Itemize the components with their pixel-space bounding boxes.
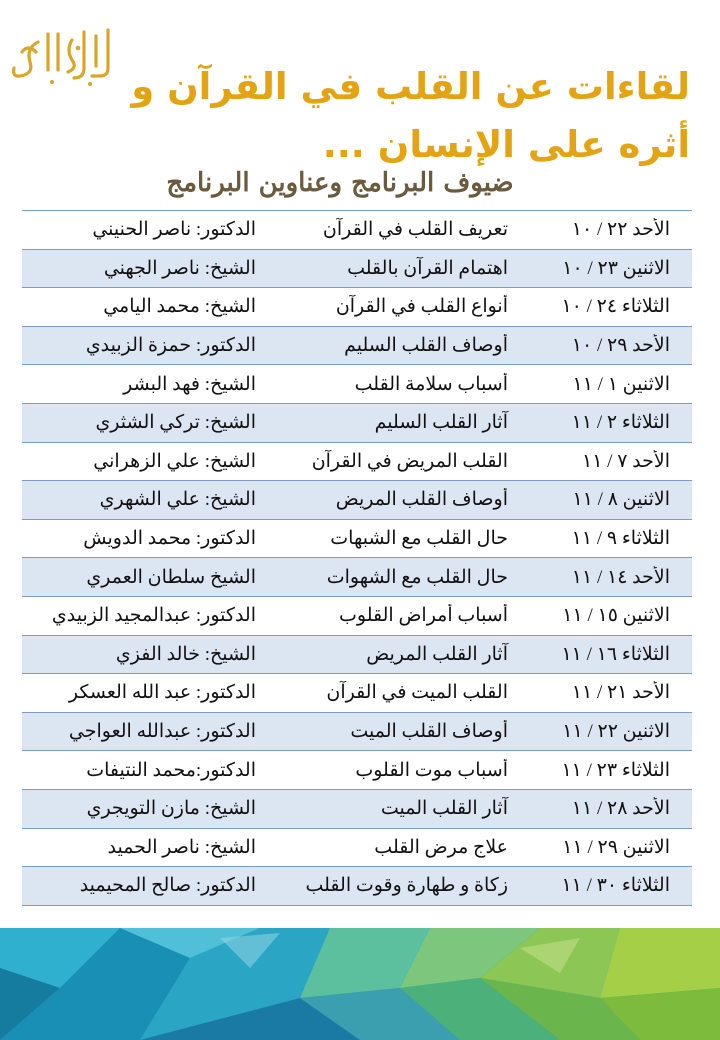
page-title: لقاءات عن القلب في القرآن و أثره على الإنسان ... <box>131 65 690 166</box>
topic-cell: أسباب سلامة القلب <box>354 373 508 395</box>
table-row <box>22 867 692 906</box>
guest-cell: الشيخ: ناصر الجهني <box>103 257 256 279</box>
guest-cell: الدكتور: عبد الله العسكر <box>68 682 256 704</box>
geometric-banner-graphic <box>0 928 720 1040</box>
guest-cell: الشيخ: خالد الفزي <box>115 643 256 665</box>
topic-cell: أسباب موت القلوب <box>355 759 508 781</box>
date-cell: الثلاثاء ٩ / ١١ <box>571 528 670 550</box>
table-row <box>22 481 692 520</box>
date-cell: الثلاثاء ٣٠ / ١١ <box>561 875 670 897</box>
guest-cell: الشيخ: علي الزهراني <box>93 450 256 472</box>
topic-cell: آثار القلب الميت <box>380 798 508 820</box>
calligraphy-logo-icon <box>8 22 118 92</box>
date-cell: الأحد ١٤ / ١١ <box>571 566 670 588</box>
guest-cell: الدكتور: ناصر الحنيني <box>92 219 256 241</box>
table-row <box>22 250 692 289</box>
guest-cell: الدكتور: عبدالمجيد الزبيدي <box>51 605 256 627</box>
topic-cell: زكاة و طهارة وقوت القلب <box>305 875 508 897</box>
guest-cell: الشيخ: محمد اليامي <box>103 296 256 318</box>
date-cell: الأحد ٢٩ / ١٠ <box>571 335 670 357</box>
topic-cell: أسباب أمراض القلوب <box>339 605 508 627</box>
topic-cell: أوصاف القلب السليم <box>344 335 508 357</box>
guest-cell: الدكتور: محمد الدويش <box>83 528 256 550</box>
table-row <box>22 829 692 868</box>
topic-cell: اهتمام القرآن بالقلب <box>347 257 508 279</box>
date-cell: الأحد ٢١ / ١١ <box>571 682 670 704</box>
table-row <box>22 790 692 829</box>
table-row <box>22 674 692 713</box>
topic-cell: حال القلب مع الشبهات <box>330 528 508 550</box>
guest-cell: الدكتور: عبدالله العواجي <box>68 721 256 743</box>
guest-cell: الشيخ: تركي الشثري <box>95 412 256 434</box>
date-cell: الاثنين ٨ / ١١ <box>572 489 670 511</box>
table-row <box>22 443 692 482</box>
schedule-table <box>22 210 692 906</box>
guest-cell: الشيخ: علي الشهري <box>99 489 256 511</box>
topic-cell: تعريف القلب في القرآن <box>322 219 508 241</box>
table-row <box>22 713 692 752</box>
table-row <box>22 520 692 559</box>
guest-cell: الشيخ: مازن التويجري <box>86 798 256 820</box>
date-cell: الاثنين ٢٢ / ١١ <box>562 721 670 743</box>
guest-cell: الدكتور: حمزة الزبيدي <box>85 335 256 357</box>
page-subtitle: ضيوف البرنامج وعناوين البرنامج <box>166 168 514 198</box>
table-row <box>22 558 692 597</box>
table-row <box>22 597 692 636</box>
topic-cell: أوصاف القلب المريض <box>335 489 508 511</box>
topic-cell: حال القلب مع الشهوات <box>326 566 508 588</box>
guest-cell: الدكتور:محمد النتيفات <box>86 759 256 781</box>
guest-cell: الدكتور: صالح المحيميد <box>79 875 256 897</box>
date-cell: الأحد ٧ / ١١ <box>581 450 670 472</box>
date-cell: الثلاثاء ٢٣ / ١١ <box>561 759 670 781</box>
guest-cell: الشيخ سلطان العمري <box>86 566 256 588</box>
table-row <box>22 751 692 790</box>
topic-cell: علاج مرض القلب <box>374 836 508 858</box>
date-cell: الأحد ٢٨ / ١١ <box>571 798 670 820</box>
date-cell: الاثنين ١ / ١١ <box>572 373 670 395</box>
date-cell: الثلاثاء ٢٤ / ١٠ <box>561 296 670 318</box>
table-row <box>22 327 692 366</box>
date-cell: الثلاثاء ٢ / ١١ <box>571 412 670 434</box>
table-row <box>22 365 692 404</box>
topic-cell: القلب المريض في القرآن <box>311 450 508 472</box>
topic-cell: أوصاف القلب الميت <box>350 721 508 743</box>
date-cell: الثلاثاء ١٦ / ١١ <box>561 643 670 665</box>
table-row <box>22 211 692 250</box>
date-cell: الاثنين ١٥ / ١١ <box>562 605 670 627</box>
date-cell: الاثنين ٢٣ / ١٠ <box>562 257 670 279</box>
topic-cell: القلب الميت في القرآن <box>326 682 508 704</box>
topic-cell: آثار القلب السليم <box>374 412 508 434</box>
guest-cell: الشيخ: ناصر الحميد <box>107 836 256 858</box>
guest-cell: الشيخ: فهد البشر <box>123 373 256 395</box>
table-row <box>22 288 692 327</box>
topic-cell: أنواع القلب في القرآن <box>335 296 508 318</box>
date-cell: الأحد ٢٢ / ١٠ <box>571 219 670 241</box>
topic-cell: آثار القلب المريض <box>366 643 508 665</box>
date-cell: الاثنين ٢٩ / ١١ <box>562 836 670 858</box>
table-row <box>22 404 692 443</box>
table-row <box>22 636 692 675</box>
